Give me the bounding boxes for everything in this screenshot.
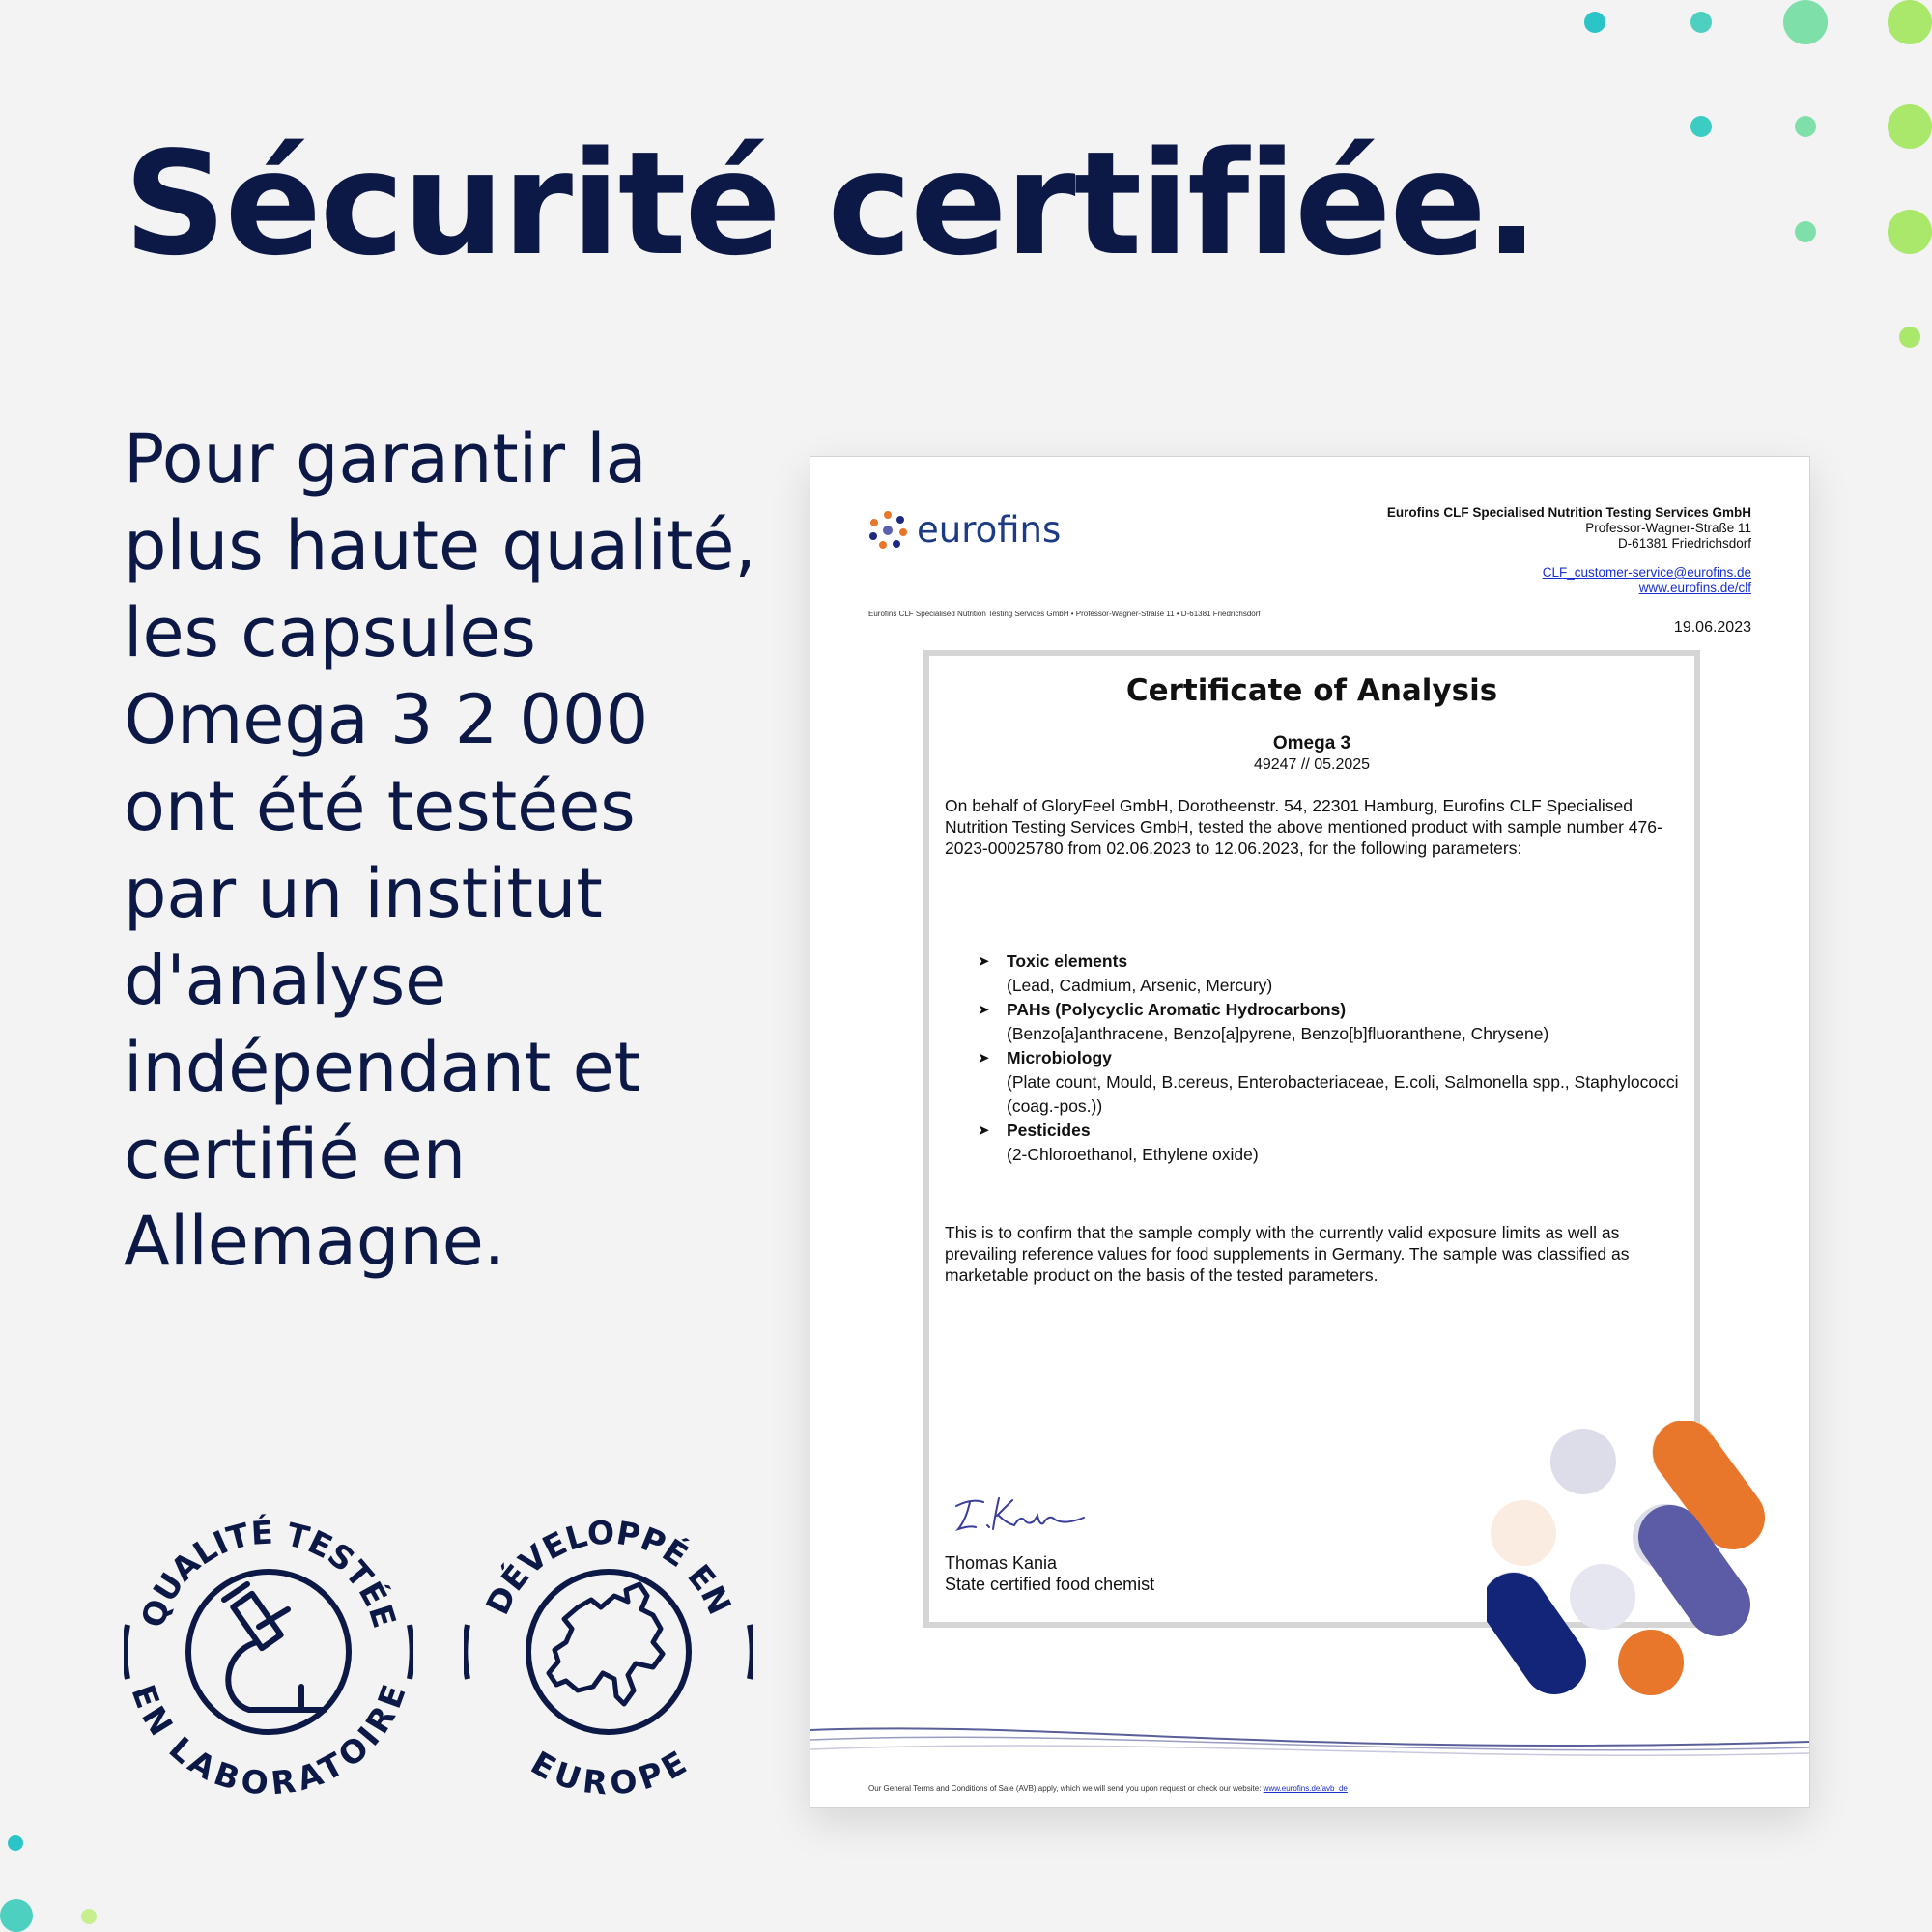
terms-footer [868, 1784, 1348, 1793]
decorative-waves [810, 1719, 1809, 1776]
certificate-intro: On behalf of GloryFeel GmbH, Dorotheenstr. 54, 22301 Hamburg, Eurofins CLF Specialised Nutrition Testing Services GmbH, tested the above mentioned product with sample number 476-2023-00025780 from 02.06.2023 to 12.06.2023, for the following parameters: [945, 796, 1662, 858]
parameter-name: PAHs (Polycyclic Aromatic Hydrocarbons) [1007, 1000, 1347, 1019]
lab-website-link[interactable]: www.eurofins.de/clf [1638, 581, 1751, 595]
parameter-item [978, 950, 1685, 998]
decorative-dot [0, 1899, 33, 1932]
product-name: Omega 3 [1272, 733, 1351, 753]
microscope-icon [224, 1584, 325, 1710]
badge-bottom-text: EN LABORATOIRE [124, 1679, 413, 1797]
batch-number: 49247 // 05.2025 [1253, 756, 1371, 773]
signer-title: State certified food chemist [945, 1575, 1155, 1594]
eurofins-logo-text: eurofins [917, 509, 1062, 551]
decorative-dot [1888, 0, 1932, 44]
parameter-detail: (Lead, Cadmium, Arsenic, Mercury) [1007, 976, 1273, 995]
body-copy-line: les capsules [124, 593, 536, 672]
eurofins-molecule-graphic [1487, 1421, 1796, 1720]
parameter-detail: (2-Chloroethanol, Ethylene oxide) [1007, 1145, 1259, 1164]
body-copy-line: certifié en [124, 1115, 467, 1194]
badge-top-text: DÉVELOPPÉ EN [478, 1513, 739, 1621]
lab-street: Professor-Wagner-Straße 11 [1585, 521, 1751, 535]
decorative-dot [81, 1909, 97, 1924]
parameter-name: Pesticides [1007, 1121, 1091, 1140]
terms-footer-text: Our General Terms and Conditions of Sale (AVB) apply, which we will send you upon request or check our website: [868, 1784, 1262, 1793]
badge-top-text: QUALITÉ TESTÉE [133, 1513, 404, 1633]
body-copy-line: plus haute qualité, [124, 506, 756, 585]
certificate-document [810, 456, 1810, 1808]
body-copy-line: Allemagne. [124, 1202, 506, 1281]
lab-tested-badge [124, 1507, 413, 1797]
arrow-bullet-icon: ➤ [978, 1050, 990, 1066]
decorative-dot [1795, 221, 1816, 242]
sender-line: Eurofins CLF Specialised Nutrition Testing Services GmbH • Professor-Wagner-Straße 11 • D-61381 Friedrichsdorf [868, 610, 1261, 618]
decorative-dot [1888, 210, 1932, 254]
decorative-dot [8, 1835, 23, 1851]
body-copy-line: par un institut [124, 854, 603, 933]
headline: Sécurité certifiée. [124, 121, 1538, 287]
body-copy-line: ont été testées [124, 767, 636, 846]
handwritten-signature [949, 1487, 1094, 1545]
certificate-date: 19.06.2023 [1673, 619, 1751, 636]
svg-text:EN LABORATOIRE [125, 1680, 413, 1797]
decorative-dot [1690, 12, 1712, 33]
decorative-dot [1584, 12, 1605, 33]
parameter-item [978, 1046, 1685, 1119]
badge-bottom-text: EUROPE [525, 1743, 693, 1797]
europe-badge [464, 1507, 753, 1797]
certificate-title: Certificate of Analysis [1125, 673, 1498, 708]
body-copy-line: Omega 3 2 000 [124, 680, 649, 759]
body-copy [124, 415, 800, 1285]
lab-company-name: Eurofins CLF Specialised Nutrition Testing Services GmbH [1386, 505, 1751, 520]
certificate-conclusion: This is to confirm that the sample comply with the currently valid exposure limits as well as prevailing reference values for food supplements in Germany. The sample was classified as marketable product on the basis of the tested parameters. [945, 1223, 1630, 1285]
parameter-detail: (Benzo[a]anthracene, Benzo[a]pyrene, Benzo[b]fluoranthene, Chrysene) [1007, 1024, 1549, 1043]
parameter-item [978, 1119, 1685, 1167]
decorative-dot [1690, 116, 1712, 137]
arrow-bullet-icon: ➤ [978, 953, 990, 970]
terms-footer-link[interactable]: www.eurofins.de/avb_de [1263, 1784, 1348, 1793]
svg-text:EUROPE [525, 1744, 693, 1797]
parameter-name: Microbiology [1007, 1048, 1112, 1067]
arrow-bullet-icon: ➤ [978, 1002, 990, 1018]
eurofins-logo-icon [868, 511, 907, 550]
parameter-detail: (Plate count, Mould, B.cereus, Enterobacteriaceae, E.coli, Salmonella spp., Staphylococci (coag.-pos.)) [1007, 1072, 1679, 1116]
body-copy-line: indépendant et [124, 1028, 641, 1107]
lab-email-link[interactable]: CLF_customer-service@eurofins.de [1542, 565, 1751, 580]
decorative-dot [1899, 327, 1920, 348]
decorative-dot [1795, 116, 1816, 137]
europe-map-icon [549, 1584, 663, 1704]
decorative-dot [1888, 104, 1932, 149]
lab-city: D-61381 Friedrichsdorf [1617, 536, 1751, 551]
signer-block [945, 1552, 1154, 1595]
signer-name: Thomas Kania [945, 1553, 1058, 1573]
svg-text:DÉVELOPPÉ EN [478, 1513, 739, 1620]
eurofins-logo [868, 509, 1061, 551]
parameter-name: Toxic elements [1007, 952, 1128, 971]
decorative-dot [1783, 0, 1828, 44]
arrow-bullet-icon: ➤ [978, 1122, 990, 1139]
lab-address [1387, 505, 1751, 596]
parameter-item [978, 998, 1685, 1046]
body-copy-line: d'analyse [124, 941, 447, 1020]
parameter-list [978, 950, 1685, 1167]
body-copy-line: Pour garantir la [124, 419, 647, 498]
